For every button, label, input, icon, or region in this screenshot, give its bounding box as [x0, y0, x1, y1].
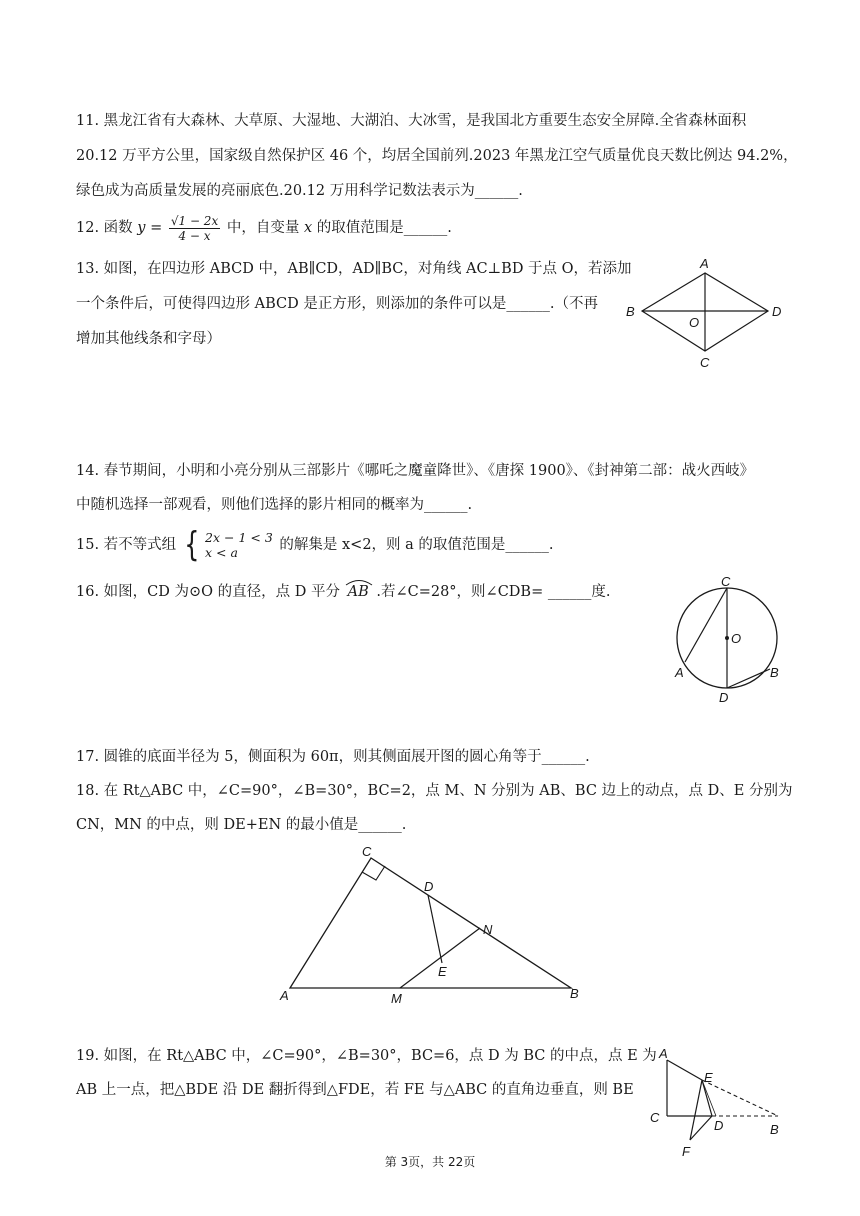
q15-line [76, 525, 554, 565]
q18-line2: CN，MN 的中点，则 DE+EN 的最小值是______. [76, 817, 407, 833]
q18-label-b: B [570, 986, 579, 1001]
q16-label-c: C [721, 574, 731, 589]
q13-label-b: B [626, 304, 635, 319]
q16-line [76, 582, 610, 602]
q18-label-m: M [391, 991, 402, 1006]
q12-y-eq: y = [137, 220, 163, 236]
q13-line3: 增加其他线条和字母） [76, 331, 221, 347]
q19-label-d: D [714, 1118, 724, 1133]
q15-system [205, 530, 273, 560]
q15-ineq2: x < a [205, 545, 238, 560]
q16-label-o: O [731, 631, 742, 646]
q11-line3: 绿色成为高质量发展的亮丽底色.20.12 万用科学记数法表示为______. [76, 183, 523, 199]
q13-label-c: C [700, 355, 710, 370]
q14-line1: 14. 春节期间，小明和小亮分别从三部影片《哪吒之魔童降世》、《唐探 1900》、《封神第二部：战火西岐》 [76, 463, 755, 479]
q13-label-o: O [689, 315, 700, 330]
q14-line2: 中随机选择一部观看，则他们选择的影片相同的概率为______. [76, 497, 473, 513]
page-footer: 第 3页，共 22页 [384, 1155, 476, 1169]
q16-label-d: D [719, 690, 729, 705]
q12-prefix: 12. 函数 [76, 220, 133, 236]
q19-label-a: A [659, 1046, 668, 1061]
q12-suffix-b: 的取值范围是______. [316, 220, 452, 236]
q11-line2: 20.12 万平方公里，国家级自然保护区 46 个，均居全国前列.2023 年黑龙江空气质量优良天数比例达 94.2%， [76, 148, 798, 164]
q13-line2: 一个条件后，可使得四边形 ABCD 是正方形，则添加的条件可以是______.（不再 [76, 296, 598, 312]
q18-line1: 18. 在 Rt△ABC 中，∠C=90°，∠B=30°，BC=2，点 M、N 分别为 AB、BC 边上的动点，点 D、E 分别为 [76, 783, 793, 799]
q19-label-c: C [650, 1110, 660, 1125]
q18-label-n: N [483, 922, 493, 937]
q16-label-a: A [675, 665, 684, 680]
q12-numerator: √1 − 2x [170, 213, 219, 228]
q19-label-b: B [770, 1122, 779, 1137]
q16-circle-figure [664, 574, 794, 710]
q16-arc-label: AB [347, 584, 369, 600]
q15-prefix: 15. 若不等式组 [76, 537, 177, 553]
q12-suffix-a: 中，自变量 [226, 220, 300, 236]
q19-label-e: E [704, 1070, 713, 1085]
q16-label-b: B [770, 665, 779, 680]
q16-suffix: .若∠C=28°，则∠CDB= ______度. [376, 584, 611, 600]
q11-line1: 11. 黑龙江省有大森林、大草原、大湿地、大湖泊、大冰雪，是我国北方重要生态安全屏障.全省森林面积 [76, 113, 747, 129]
q17-line1: 17. 圆锥的底面半径为 5，侧面积为 60π，则其侧面展开图的圆心角等于______. [76, 749, 590, 765]
q19-line2: AB 上一点，把△BDE 沿 DE 翻折得到△FDE，若 FE 与△ABC 的直角边垂直，则 BE [76, 1082, 634, 1098]
q18-label-a: A [280, 988, 289, 1003]
q13-label-a: A [700, 256, 709, 271]
q12-denominator: 4 − x [178, 228, 211, 243]
q13-line1: 13. 如图，在四边形 ABCD 中，AB∥CD，AD∥BC，对角线 AC⊥BD 于点 O，若添加 [76, 261, 632, 277]
q15-ineq1: 2x − 1 < 3 [205, 530, 273, 545]
q15-brace: { [184, 525, 200, 565]
q12-fraction [169, 214, 220, 243]
q16-prefix: 16. 如图，CD 为⊙O 的直径，点 D 平分 [76, 584, 340, 600]
q19-fold-figure [644, 1044, 794, 1162]
q12-line [76, 212, 452, 244]
q16-arc-mark [345, 578, 373, 586]
q19-label-f: F [682, 1144, 690, 1159]
q18-label-e: E [438, 964, 447, 979]
q19-line1: 19. 如图，在 Rt△ABC 中，∠C=90°，∠B=30°，BC=6，点 D 为 BC 的中点，点 E 为 [76, 1048, 657, 1064]
q13-label-d: D [772, 304, 782, 319]
q15-suffix: 的解集是 x<2，则 a 的取值范围是______. [279, 537, 554, 553]
q18-triangle-figure [270, 838, 600, 1008]
q13-rhombus-figure [620, 255, 790, 375]
q12-var: x [303, 220, 313, 236]
q18-label-d: D [424, 879, 434, 894]
q16-arc-ab [345, 582, 372, 602]
q18-label-c: C [362, 844, 372, 859]
